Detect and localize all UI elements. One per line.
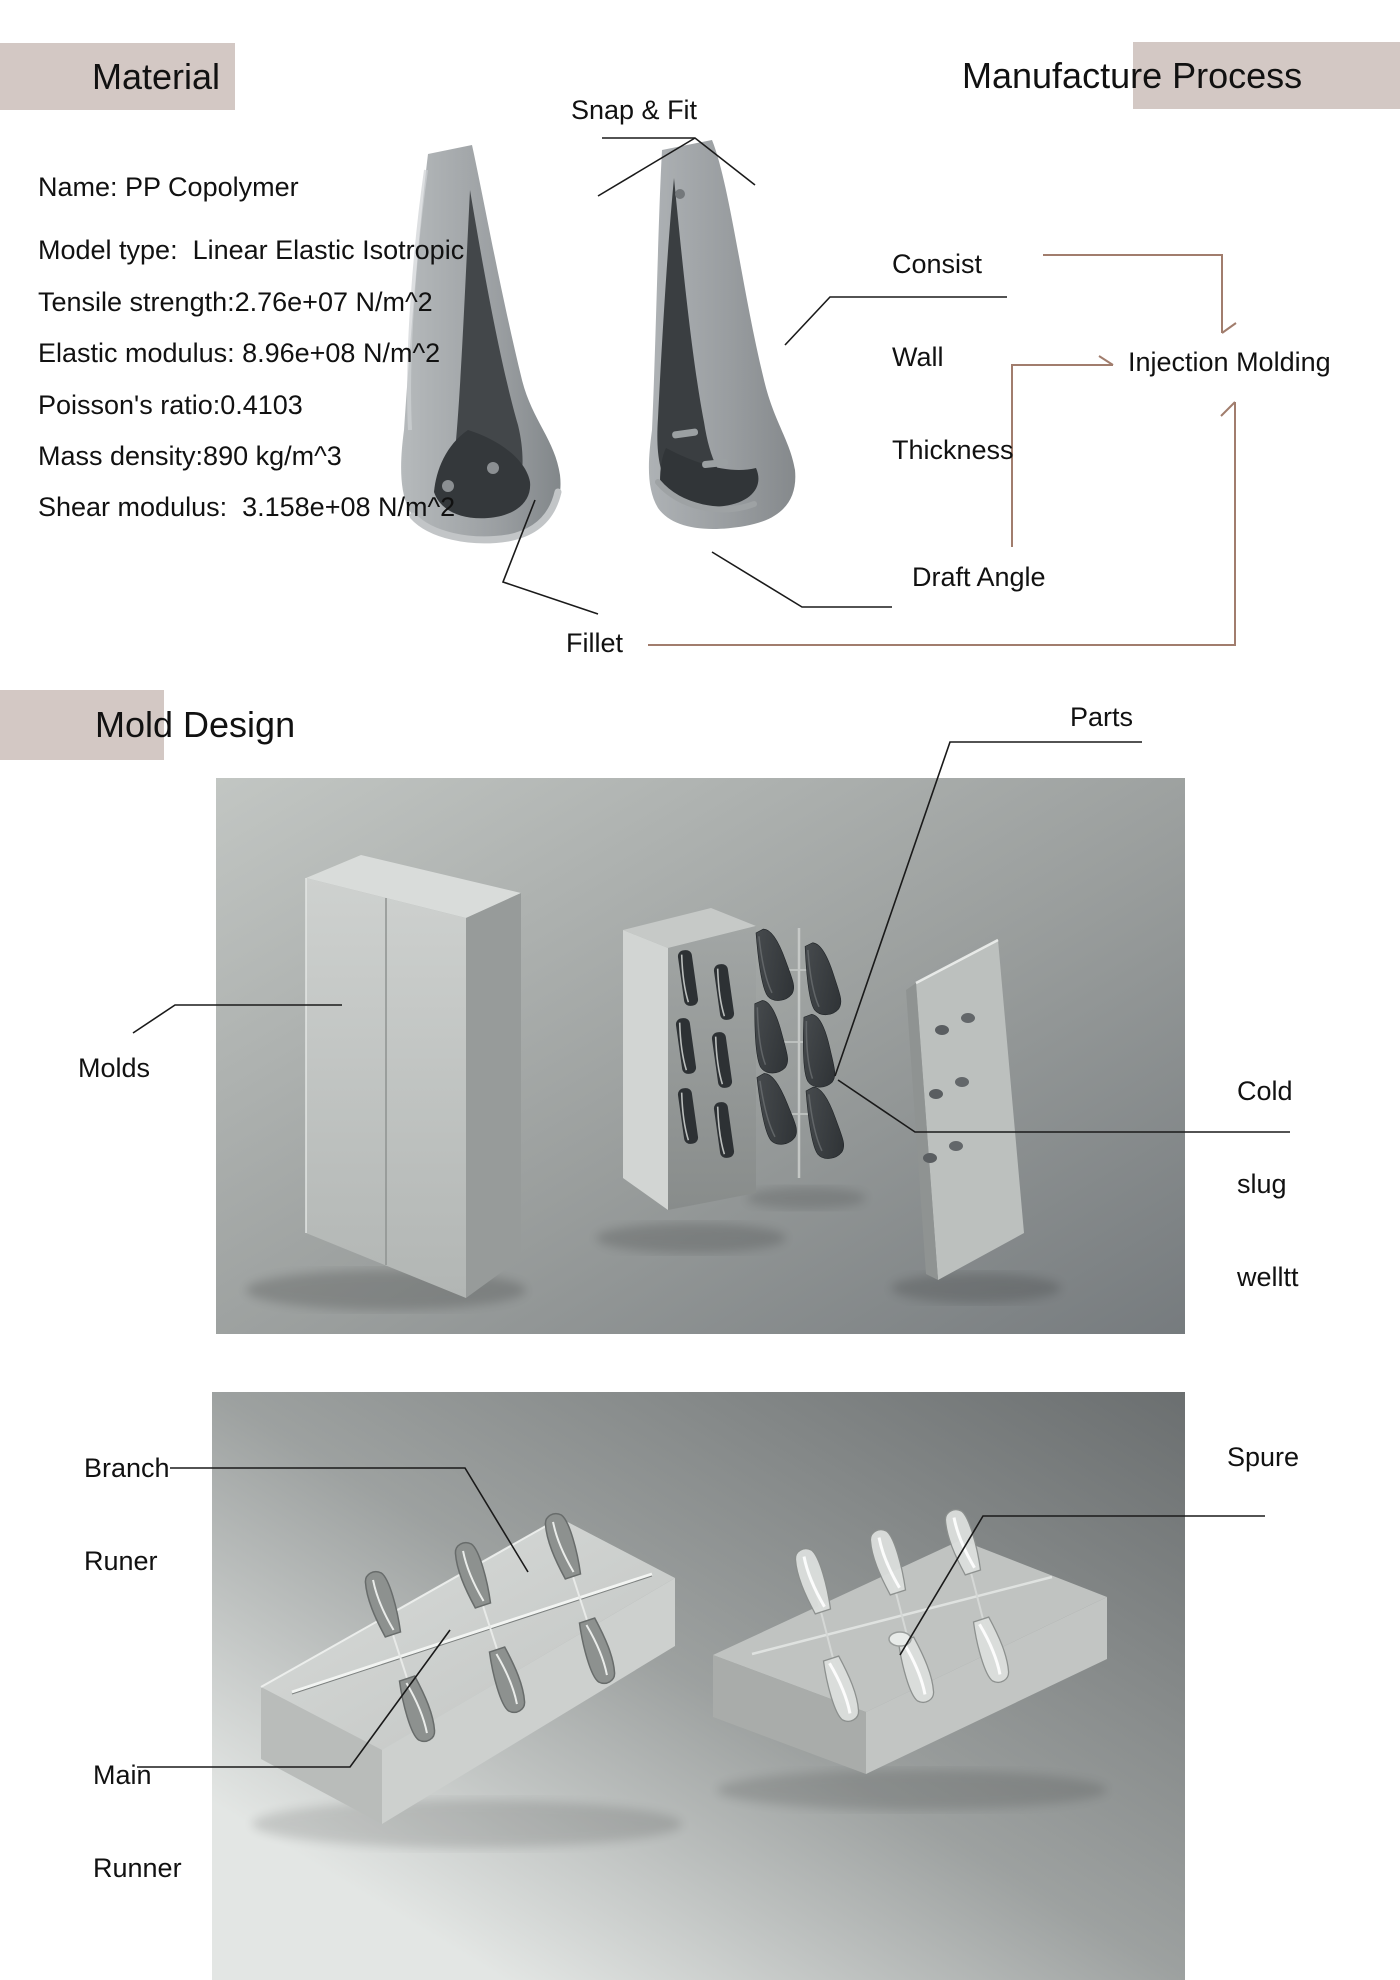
snap-pin bbox=[487, 462, 499, 474]
material-header: Material bbox=[91, 56, 220, 97]
runner-render bbox=[212, 1392, 1185, 1980]
material-poissons-ratio: Poisson's ratio:0.4103 bbox=[38, 390, 303, 420]
label-draft-angle: Draft Angle bbox=[912, 562, 1046, 592]
arrow-draft-angle-to-injection bbox=[1012, 356, 1113, 547]
material-model-type: Model type: Linear Elastic Isotropic bbox=[38, 235, 465, 265]
material-tensile-strength: Tensile strength:2.76e+07 N/m^2 bbox=[38, 287, 433, 317]
label-injection-molding: Injection Molding bbox=[1128, 347, 1331, 377]
mold-open-render bbox=[216, 778, 1185, 1334]
sprue-puck bbox=[889, 1632, 911, 1646]
snap-hook bbox=[675, 189, 685, 199]
label-branch-runner: Branch Runer bbox=[84, 1453, 170, 1576]
material-shear-modulus: Shear modulus: 3.158e+08 N/m^2 bbox=[38, 492, 456, 522]
part-right bbox=[649, 140, 795, 529]
label-fillet: Fillet bbox=[566, 628, 624, 658]
material-mass-density: Mass density:890 kg/m^3 bbox=[38, 441, 342, 471]
label-molds: Molds bbox=[78, 1053, 151, 1083]
label-parts: Parts bbox=[1070, 702, 1134, 732]
material-elastic-modulus: Elastic modulus: 8.96e+08 N/m^2 bbox=[38, 338, 441, 368]
label-consist-wall-thickness: Consist Wall Thickness bbox=[892, 249, 1014, 465]
mold-design-header: Mold Design bbox=[95, 704, 296, 745]
material-name: Name: PP Copolymer bbox=[38, 172, 299, 202]
label-sprue: Spure bbox=[1227, 1442, 1300, 1472]
manufacture-process-header: Manufacture Process bbox=[962, 55, 1303, 96]
label-cold-slug-well: Cold slug welltt bbox=[1237, 1076, 1299, 1292]
label-main-runner: Main Runner bbox=[93, 1760, 182, 1883]
arrow-wall-thickness-to-injection bbox=[1043, 255, 1236, 333]
core-plate bbox=[623, 908, 756, 1210]
mold-block bbox=[306, 855, 521, 1298]
label-snap-fit: Snap & Fit bbox=[571, 95, 698, 125]
